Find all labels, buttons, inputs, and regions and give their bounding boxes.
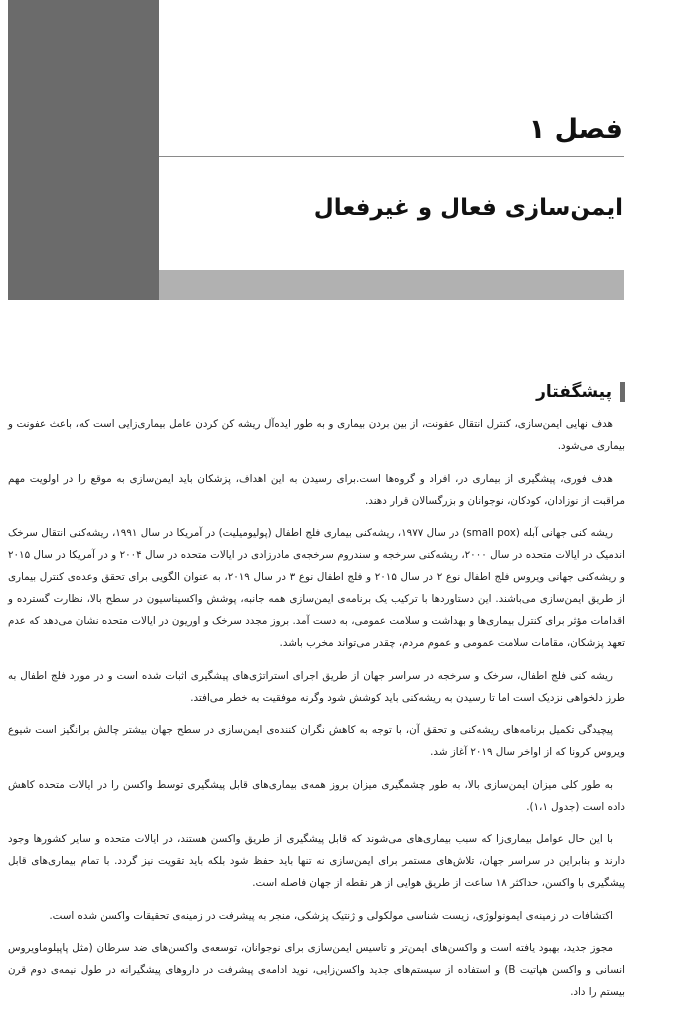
paragraph: با این حال عوامل بیماری‌زا که سبب بیماری‌های می‌شوند که قابل پیشگیری از طریق واکسن هستند، در ایالات متحده و سایر کشورها وجود دارند و بنابراین در سراسر جهان، تلاش‌های مستمر برای ایمن‌سازی نه تنها باید حفظ شود بلکه باید تقویت نیز گردد. با تمام بیماری‌های قابل پیشگیری با واکسن، حداکثر ۱۸ ساعت از طریق هوایی از هر نقطه از جهان فاصله است. [8, 833, 625, 889]
paragraph: هدف فوری، پیشگیری از بیماری در، افراد و گروه‌ها است.برای رسیدن به این اهداف، پزشکان باید ایمن‌سازی به موقع را در اولویت مهم مراقبت از نوزادان، کودکان، نوجوانان و بزرگسالان قرار دهند. [8, 472, 625, 507]
chapter-divider-line [159, 156, 624, 157]
body-text [8, 413, 625, 1014]
paragraph: هدف نهایی ایمن‌سازی، کنترل انتقال عفونت، از بین بردن بیماری و به طور ایده‌آل ریشه کن کردن عامل بیماری‌زایی است که، باعث عفونت و بیماری می‌شود. [8, 418, 625, 452]
chapter-number: فصل ۱ [528, 114, 623, 145]
paragraph: ریشه کنی فلج اطفال، سرخک و سرخجه در سراسر جهان از طریق اجرای استراتژی‌های پیشگیری اثبات شده است و در مورد فلج اطفال به طرز دلخواهی نزدیک است اما تا رسیدن به ریشه‌کنی باید کوشش شود وگرنه موفقیت به خطر می‌افتد. [8, 669, 625, 704]
section-title: پیشگفتار [536, 382, 612, 402]
chapter-side-block [8, 0, 159, 300]
paragraph: پیچیدگی تکمیل برنامه‌های ریشه‌کنی و تحقق آن، با توجه به کاهش نگران کننده‌ی ایمن‌سازی در سطح جهان بیشتر چالش برانگیز است شیوع ویروس کرونا که از اواخر سال ۲۰۱۹ آغاز شد. [8, 724, 625, 758]
chapter-title: ایمن‌سازی فعال و غیرفعال [313, 195, 623, 221]
chapter-gray-band [159, 270, 624, 300]
section-marker-bar [620, 382, 625, 402]
paragraph: ریشه کنی جهانی آبله (small pox) در سال ۱۹۷۷، ریشه‌کنی بیماری فلج اطفال (پولیومیلیت) در آمریکا در سال ۱۹۹۱، ریشه‌کنی انتقال سرخک اندمیک در ایالات متحده در سال ۲۰۰۰، ریشه‌کنی سرخجه و سندروم سرخجه‌ی مادرزادی در ایالات متحده در سال ۲۰۰۴ و در آمریکا در سال ۲۰۱۵ و ریشه‌کنی جهانی ویروس فلج اطفال نوع ۲ در سال ۲۰۱۵ و فلج اطفال نوع ۳ در سال ۲۰۱۹، به عنوان الگویی برای تحقق وعده‌ی کنترل بیماری از طریق ایمن‌سازی می‌باشند. این دستاوردها با ترکیب یک برنامه‌ی ایمن‌سازی همه جانبه، پوشش واکسیناسیون در سطح بالا، نظارت گسترده و اقدامات مؤثر برای کنترل بیماری‌ها و بهداشت و سلامت عمومی، به دست آمد. بروز مجدد سرخک و اوریون در ایالات متحده نشان می‌دهد که عدم تعهد پزشکان، مقامات سلامت عمومی و عموم مردم، چقدر می‌تواند مخرب باشد. [8, 527, 626, 649]
paragraph: اکتشافات در زمینه‌ی ایمونولوژی، زیست شناسی مولکولی و ژنتیک پزشکی، منجر به پیشرفت در زمینه‌ی تحقیقات واکسن شده است. [49, 909, 613, 922]
section-heading [536, 382, 625, 402]
paragraph: مجوز جدید، بهبود یافته است و واکسن‌های ایمن‌تر و تاسیس ایمن‌سازی برای نوجوانان، توسعه‌ی واکسن‌های ضد سرطان (مثل پاپیلوماویروس انسانی و واکسن هپاتیت B) و استفاده از سیستم‌های جدید واکسن‌زایی، نوید ادامه‌ی پیشرفت در داروهای پیشگیرانه در طول نیمه‌ی دوم قرن بیستم را داد. [8, 942, 625, 998]
paragraph: به طور کلی میزان ایمن‌سازی بالا، به طور چشمگیری میزان بروز همه‌ی بیماری‌های قابل پیشگیری توسط واکسن را در ایالات متحده کاهش داده است (جدول ۱،۱). [8, 778, 625, 813]
